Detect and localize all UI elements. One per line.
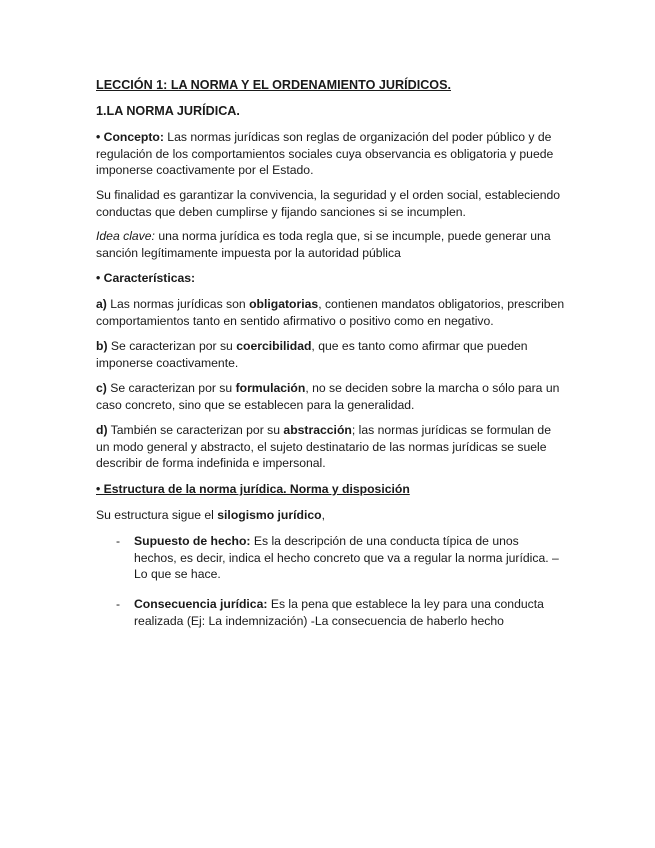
caracteristica-text: También se caracterizan por su — [107, 423, 284, 437]
list-item-label: Supuesto de hecho: — [134, 534, 251, 548]
list-item-consecuencia — [134, 596, 564, 629]
caracteristica-b — [96, 338, 566, 371]
caracteristica-letter: a) — [96, 297, 107, 311]
section-heading: 1.LA NORMA JURÍDICA. — [96, 104, 240, 118]
concepto-text: Las normas jurídicas son reglas de organización del poder público y de regulación de los comportamientos sociales cuya observancia es obligatoria y puede imponerse coactivamente por el Estado. — [96, 130, 554, 177]
caracteristica-c — [96, 380, 566, 413]
caracteristica-text: , contienen mandatos obligatorios, prescriben comportamientos tanto en sentido afirmativo o positivo como en negativo. — [96, 297, 565, 328]
caracteristica-a — [96, 296, 566, 329]
caracteristica-term: coercibilidad — [236, 339, 312, 353]
list-item-label: Consecuencia jurídica: — [134, 597, 268, 611]
caracteristica-letter: b) — [96, 339, 108, 353]
idea-clave-label: Idea clave: — [96, 229, 155, 243]
caracteristica-text: Las normas jurídicas son — [106, 297, 250, 311]
caracteristica-term: formulación — [235, 381, 306, 395]
caracteristica-text: , que es tanto como afirmar que pueden imponerse coactivamente. — [96, 339, 528, 370]
caracteristica-text: Se caracterizan por su — [106, 381, 236, 395]
estructura-intro-text: , — [321, 508, 325, 522]
list-bullet: - — [116, 597, 121, 611]
list-item-text: Es la descripción de una conducta típica de unos hechos, es decir, indica el hecho concreto que va a regular la norma jurídica. – Lo que se hace. — [134, 534, 559, 581]
caracteristica-text: ; las normas jurídicas se formulan de un modo general y abstracto, el sujeto destinatario de las normas jurídicas se suele describir de forma indefinida e impersonal. — [96, 423, 551, 470]
caracteristica-letter: d) — [96, 423, 108, 437]
concepto-paragraph — [96, 129, 566, 179]
estructura-intro-text: Su estructura sigue el — [96, 508, 218, 522]
estructura-heading: • Estructura de la norma jurídica. Norma y disposición — [96, 482, 410, 496]
caracteristicas-heading: • Características: — [96, 271, 196, 285]
concepto-label: • Concepto: — [96, 130, 164, 144]
idea-clave-paragraph — [96, 228, 566, 261]
list-item-supuesto — [134, 533, 564, 583]
caracteristica-letter: c) — [96, 381, 107, 395]
caracteristica-term: abstracción — [283, 423, 352, 437]
caracteristica-text: , no se deciden sobre la marcha o sólo para un caso concreto, sino que se establecen para la generalidad. — [96, 381, 560, 412]
estructura-intro — [96, 507, 566, 524]
list-bullet: - — [116, 534, 121, 548]
caracteristica-d — [96, 422, 566, 472]
estructura-intro-term: silogismo jurídico — [217, 508, 322, 522]
finalidad-paragraph: Su finalidad es garantizar la convivencia, la seguridad y el orden social, estableciendo conductas que deben cumplirse y fijando sanciones si se incumplen. — [96, 188, 561, 219]
caracteristica-term: obligatorias — [249, 297, 319, 311]
caracteristica-text: Se caracterizan por su — [107, 339, 237, 353]
idea-clave-text: una norma jurídica es toda regla que, si se incumple, puede generar una sanción legítimamente impuesta por la autoridad pública — [96, 229, 551, 260]
list-item-text: Es la pena que establece la ley para una conducta realizada (Ej: La indemnización) -La consecuencia de haberlo hecho — [134, 597, 544, 628]
lesson-title: LECCIÓN 1: LA NORMA Y EL ORDENAMIENTO JURÍDICOS. — [96, 78, 451, 92]
